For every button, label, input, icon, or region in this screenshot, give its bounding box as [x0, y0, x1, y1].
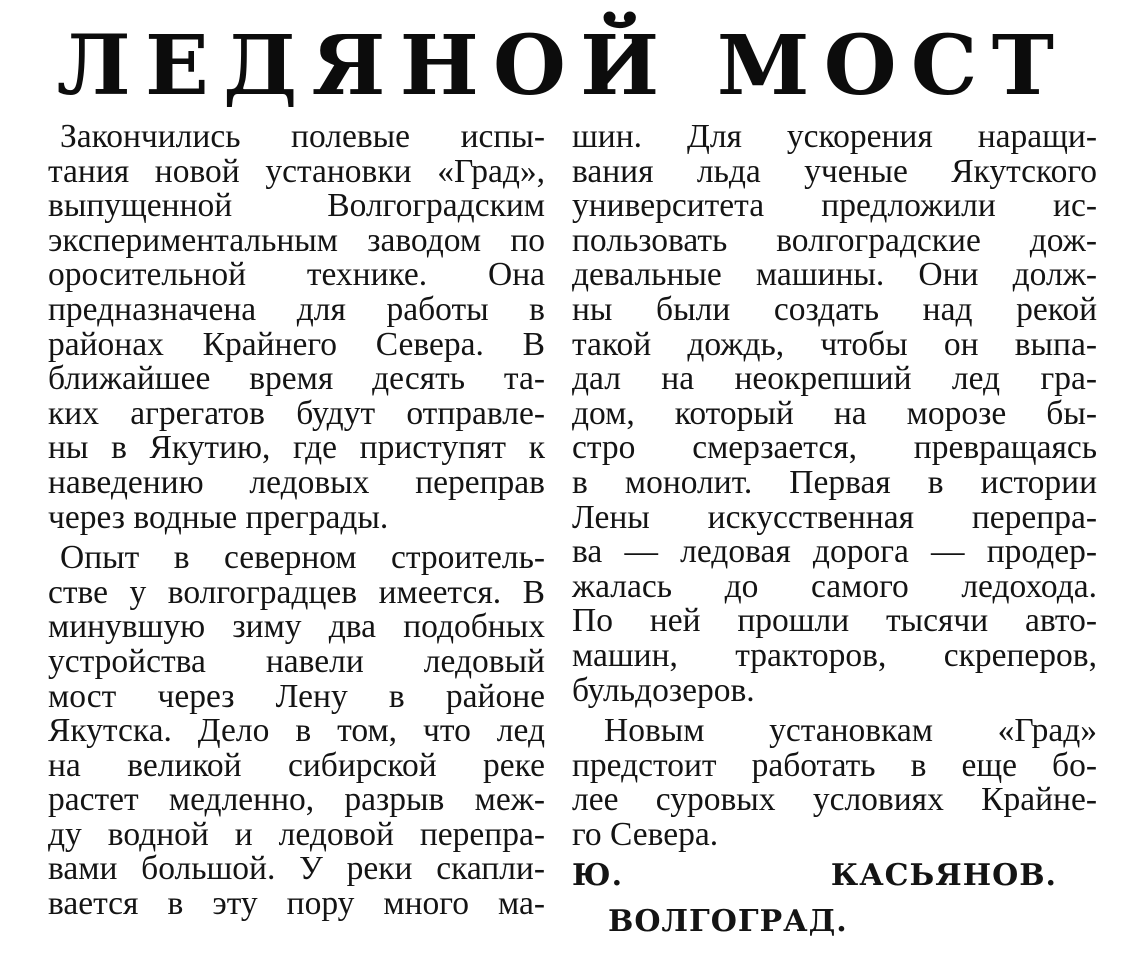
text-line: через водные преграды.: [48, 498, 389, 536]
text-line: девальные машины. Они долж-: [572, 256, 1097, 294]
text-line: предназначена для работы в: [48, 290, 545, 328]
article-headline: ЛЕДЯНОЙ МОСТ: [56, 18, 1069, 114]
text-line: в монолит. Первая в истории: [572, 463, 1097, 501]
text-line: районах Крайнего Севера. В: [48, 325, 545, 363]
text-line: Лены искусственная перепра-: [572, 498, 1097, 536]
text-line: стро смерзается, превращаясь: [572, 429, 1097, 467]
right-column: [572, 120, 1097, 944]
text-line: вами большой. У реки скапли-: [48, 850, 545, 888]
text-line: лее суровых условиях Крайне-: [572, 781, 1097, 819]
text-line: жалась до самого ледохода.: [572, 567, 1097, 605]
text-line: минувшую зиму два подобных: [48, 608, 545, 646]
text-line: выпущенной Волгоградским: [48, 187, 545, 225]
text-line: экспериментальным заводом по: [48, 221, 545, 259]
text-line: ких агрегатов будут отправле-: [48, 394, 545, 432]
dateline-place: ВОЛГОГРАД.: [608, 904, 848, 940]
text-line: пользовать волгоградские дож-: [572, 221, 1097, 259]
text-line: ду водной и ледовой перепра-: [48, 815, 545, 853]
author-signature: Ю. КАСЬЯНОВ.: [572, 858, 1057, 894]
text-line: дал на неокрепший лед гра-: [572, 360, 1097, 398]
text-line: оросительной технике. Она: [48, 256, 545, 294]
text-line: стве у волгоградцев имеется. В: [48, 573, 545, 611]
text-line: университета предложили ис-: [572, 187, 1097, 225]
text-line: устройства навели ледовый: [48, 642, 545, 680]
text-line: такой дождь, чтобы он выпа-: [572, 325, 1097, 363]
text-line: наведению ледовых переправ: [48, 463, 545, 501]
text-line: вается в эту пору много ма-: [48, 885, 545, 923]
text-line: бульдозеров.: [572, 671, 755, 709]
text-line: вания льда ученые Якутского: [572, 152, 1097, 190]
right-paragraph-2: [572, 714, 1097, 852]
text-line: Закончились полевые испы-: [60, 118, 545, 155]
text-line: го Севера.: [572, 815, 719, 853]
left-paragraph-2: [48, 541, 545, 922]
text-line: дом, который на морозе бы-: [572, 394, 1097, 432]
text-line: предстоит работать в еще бо-: [572, 746, 1097, 784]
right-paragraph-1: [572, 120, 1097, 708]
text-line: мост через Лену в районе: [48, 677, 545, 715]
text-line: Опыт в северном строитель-: [60, 539, 545, 577]
text-line: машин, тракторов, скреперов,: [572, 636, 1097, 674]
text-line: шин. Для ускорения наращи-: [572, 118, 1097, 155]
text-line: ва — ледовая дорога — продер-: [572, 533, 1097, 571]
text-line: на великой сибирской реке: [48, 746, 545, 784]
text-line: ближайшее время десять та-: [48, 360, 545, 398]
text-line: растет медленно, разрыв меж-: [48, 781, 545, 819]
left-paragraph-1: [48, 120, 545, 535]
text-line: По ней прошли тысячи авто-: [572, 602, 1097, 640]
text-line: ны были создать над рекой: [572, 290, 1097, 328]
left-column: [48, 120, 545, 922]
text-line: Якутска. Дело в том, что лед: [48, 712, 545, 750]
text-line: Новым установкам «Град»: [604, 712, 1097, 750]
text-line: ны в Якутию, где приступят к: [48, 429, 545, 467]
text-line: тания новой установки «Град»,: [48, 152, 545, 190]
